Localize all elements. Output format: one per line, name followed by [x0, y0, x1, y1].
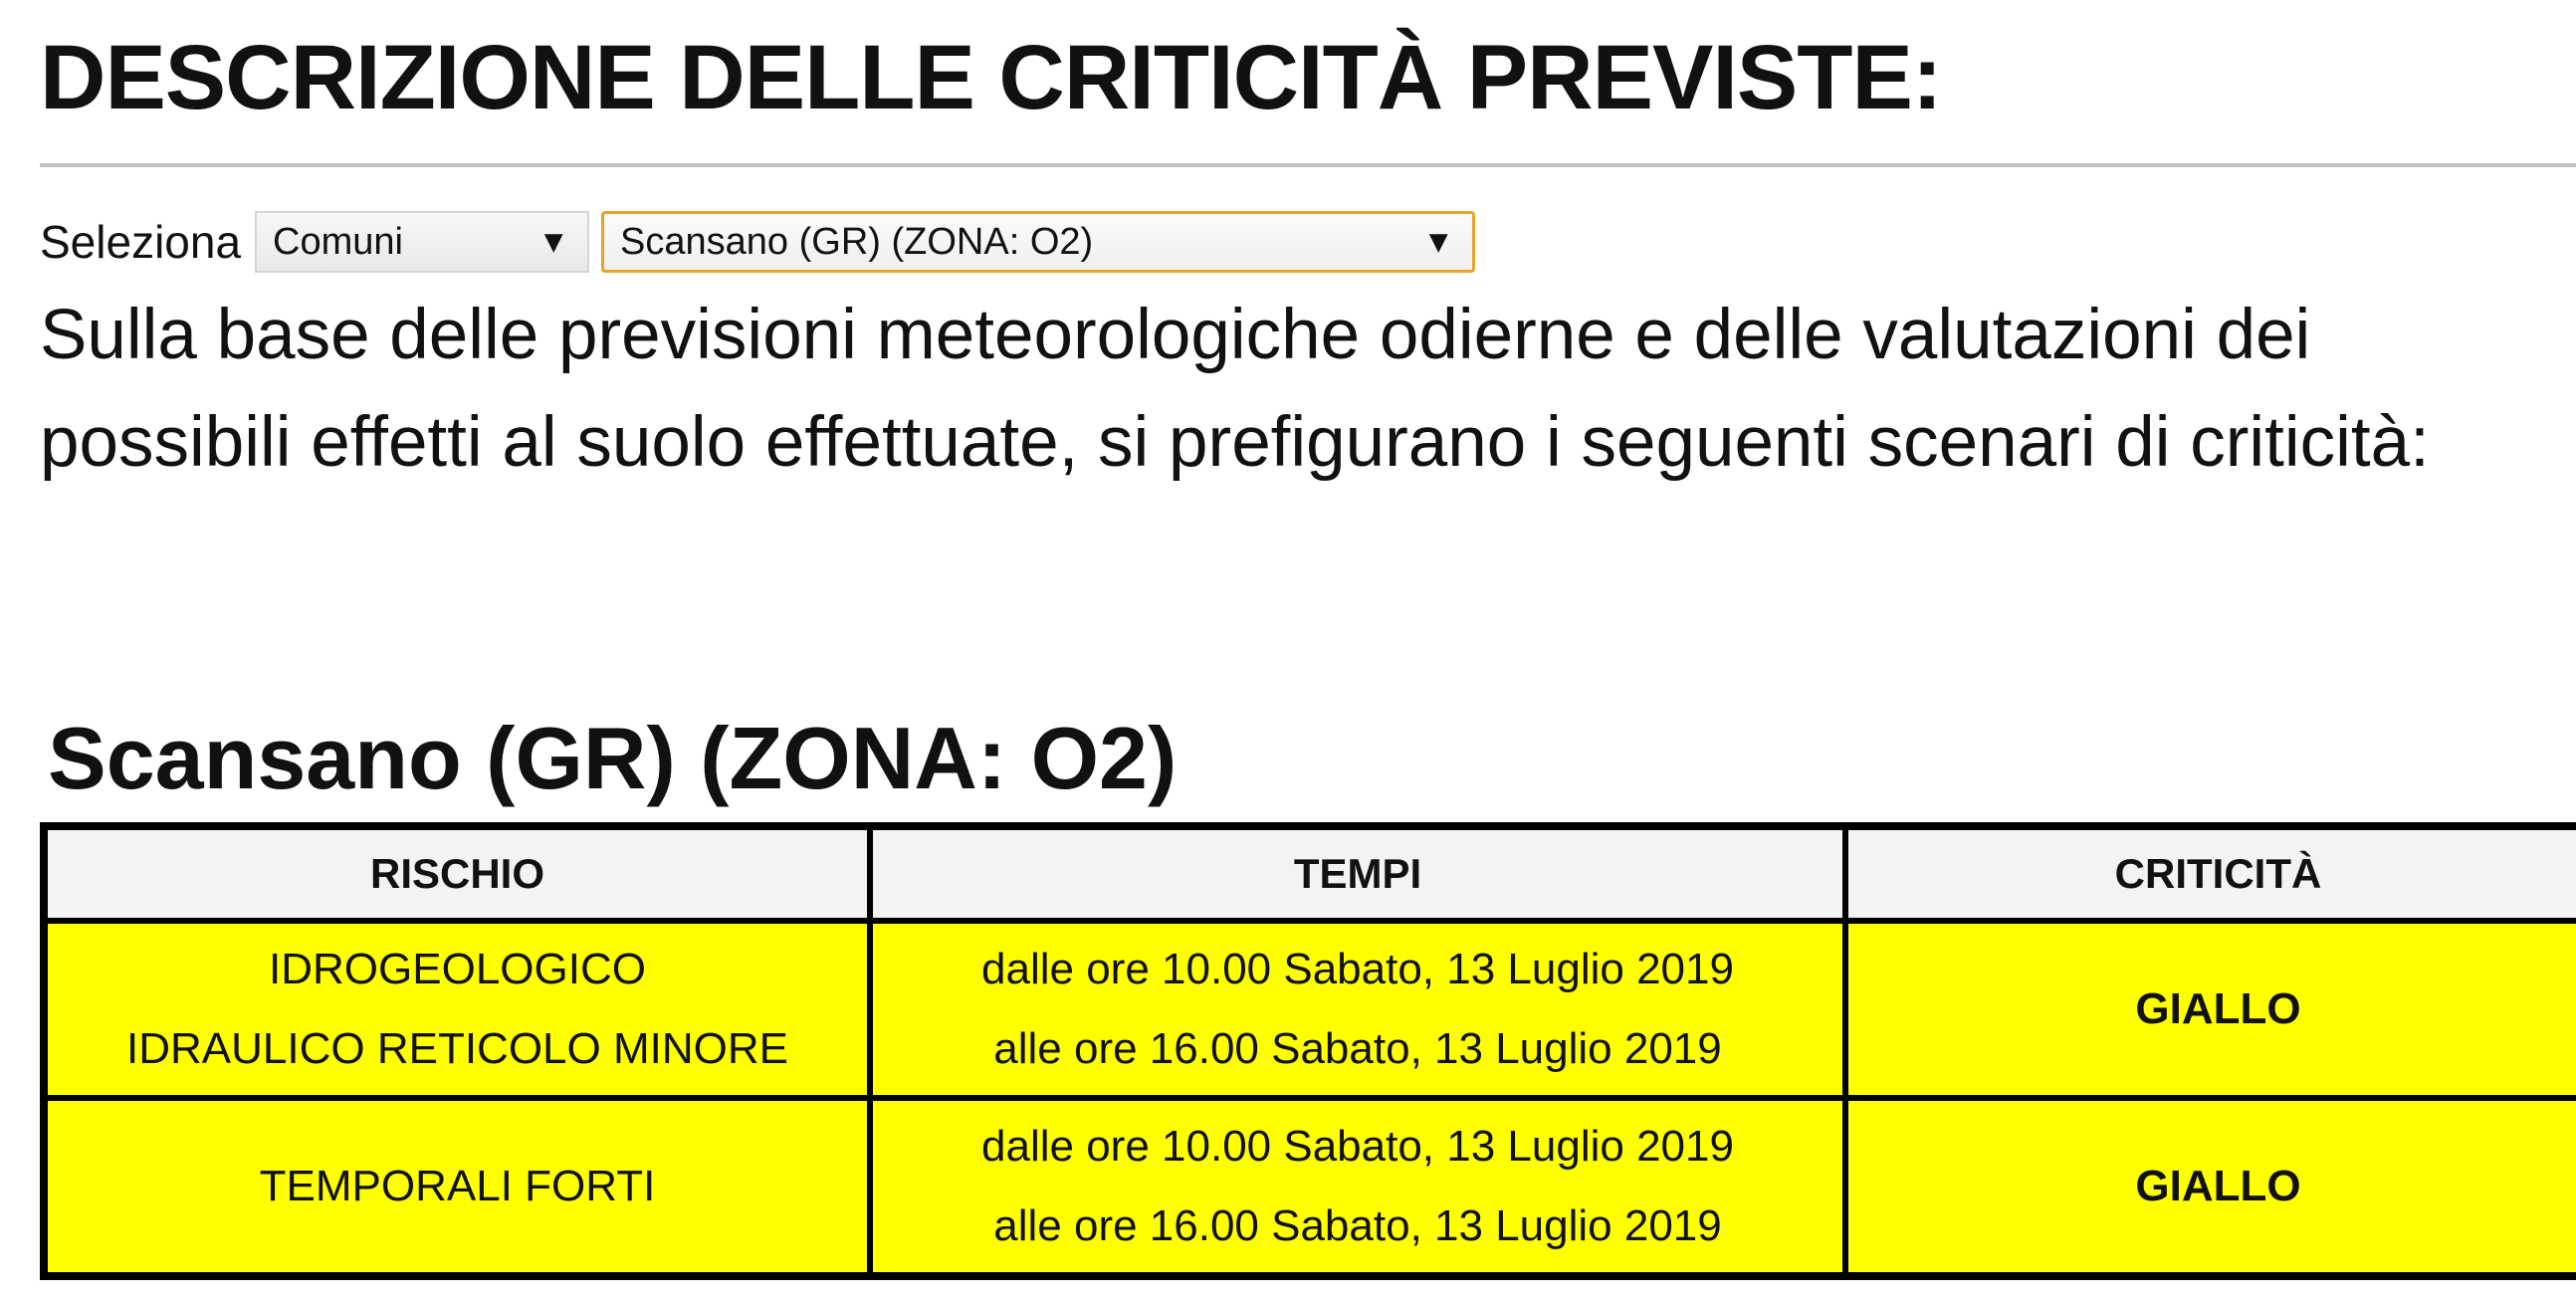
- type-select-value: Comuni: [273, 220, 403, 263]
- intro-text: Sulla base delle previsioni meteorologiche odierne e delle valutazioni dei possibili effetti al suolo effettuate, si prefigurano i seguenti scenari di criticità:: [40, 296, 2430, 482]
- rischio-cell: [44, 921, 870, 1098]
- tempi-end: alle ore 16.00 Sabato, 13 Luglio 2019: [993, 1024, 1722, 1073]
- heading-divider: [40, 163, 2576, 167]
- table-header-row: [44, 826, 2576, 921]
- rischio-line: IDRAULICO RETICOLO MINORE: [126, 1024, 788, 1073]
- header-rischio: RISCHIO: [44, 826, 870, 921]
- page-title: DESCRIZIONE DELLE CRITICITÀ PREVISTE:: [40, 27, 1942, 128]
- comune-select[interactable]: [601, 211, 1475, 273]
- risk-table: [40, 822, 2576, 1280]
- tempi-end: alle ore 16.00 Sabato, 13 Luglio 2019: [993, 1201, 1722, 1250]
- table-row: [44, 1098, 2576, 1276]
- rischio-line: IDROGEOLOGICO: [269, 945, 646, 993]
- rischio-cell: [44, 1098, 870, 1276]
- selector-row: [40, 209, 1475, 275]
- rischio-line: TEMPORALI FORTI: [259, 1162, 656, 1210]
- tempi-cell: [870, 921, 1845, 1098]
- type-select[interactable]: [255, 211, 589, 273]
- tempi-start: dalle ore 10.00 Sabato, 13 Luglio 2019: [981, 945, 1734, 993]
- chevron-down-icon: ▼: [537, 223, 570, 260]
- comune-select-value: Scansano (GR) (ZONA: O2): [620, 220, 1094, 263]
- table-row: [44, 921, 2576, 1098]
- criticita-cell: GIALLO: [1845, 921, 2576, 1098]
- selector-label: Seleziona: [40, 216, 242, 268]
- tempi-cell: [870, 1098, 1845, 1276]
- tempi-start: dalle ore 10.00 Sabato, 13 Luglio 2019: [981, 1122, 1734, 1171]
- header-tempi: TEMPI: [870, 826, 1845, 921]
- zone-title: Scansano (GR) (ZONA: O2): [48, 709, 1178, 807]
- criticita-cell: GIALLO: [1845, 1098, 2576, 1276]
- header-criticita: CRITICITÀ: [1845, 826, 2576, 921]
- chevron-down-icon: ▼: [1422, 223, 1455, 260]
